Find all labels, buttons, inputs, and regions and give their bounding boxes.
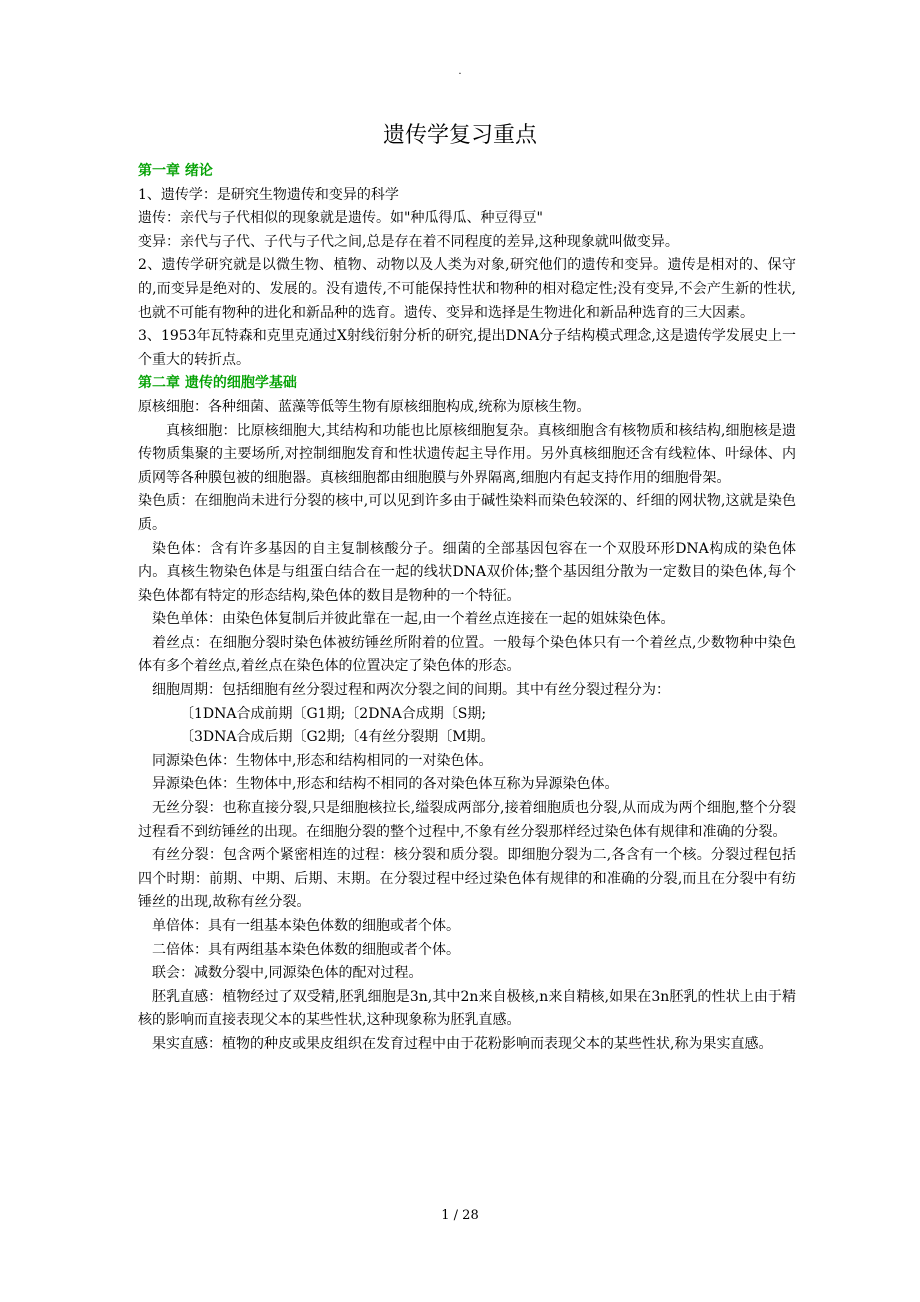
document-body xyxy=(138,160,796,1057)
body-paragraph: 染色体：含有许多基因的自主复制核酸分子。细菌的全部基因包容在一个双股环形DNA构成的染色体内。真核生物染色体是与组蛋白结合在一起的线状DNA双价体;整个基因组分散为一定数目的染色体,每个染色体都有特定的形态结构,染色体的数目是物种的一个特征。 xyxy=(138,540,796,604)
page-number: 1 / 28 xyxy=(441,1208,479,1223)
body-paragraph: 变异：亲代与子代、子代与子代之间,总是存在着不同程度的差异,这种现象就叫做变异。 xyxy=(138,233,679,250)
body-paragraph: 2、遗传学研究就是以微生物、植物、动物以及人类为对象,研究他们的遗传和变异。遗传是相对的、保守的,而变异是绝对的、发展的。没有遗传,不可能保持性状和物种的相对稳定性;没有变异,不会产生新的性状,也就不可能有物种的进化和新品种的选育。遗传、变异和选择是生物进化和新品种选育的三大因素。 xyxy=(138,257,796,321)
chapter-heading: 第一章 绪论 xyxy=(138,163,213,179)
body-paragraph: 无丝分裂：也称直接分裂,只是细胞核拉长,缢裂成两部分,接着细胞质也分裂,从而成为两个细胞,整个分裂过程看不到纺锤丝的出现。在细胞分裂的整个过程中,不象有丝分裂那样经过染色体有规律和准确的分裂。 xyxy=(138,800,796,840)
body-paragraph: 〔1DNA合成前期〔G1期;〔2DNA合成期〔S期; xyxy=(180,705,487,722)
body-paragraph: 二倍体：具有两组基本染色体数的细胞或者个体。 xyxy=(152,941,460,958)
chapter-heading: 第二章 遗传的细胞学基础 xyxy=(138,375,297,392)
body-paragraph: 原核细胞：各种细菌、蓝藻等低等生物有原核细胞构成,统称为原核生物。 xyxy=(138,398,591,415)
body-paragraph: 真核细胞：比原核细胞大,其结构和功能也比原核细胞复杂。真核细胞含有核物质和核结构,细胞核是遗传物质集聚的主要场所,对控制细胞发育和性状遗传起主导作用。另外真核细胞还含有线粒体、叶绿体、内质网等各种膜包被的细胞器。真核细胞都由细胞膜与外界隔离,细胞内有起支持作用的细胞骨架。 xyxy=(138,422,796,486)
document-title: 遗传学复习重点 xyxy=(382,123,537,148)
header-mark: . xyxy=(458,66,462,77)
body-paragraph: 细胞周期：包括细胞有丝分裂过程和两次分裂之间的间期。其中有丝分裂过程分为： xyxy=(152,682,670,699)
body-paragraph: 联会：减数分裂中,同源染色体的配对过程。 xyxy=(152,965,423,982)
body-paragraph: 着丝点：在细胞分裂时染色体被纺锤丝所附着的位置。一般每个染色体只有一个着丝点,少数物种中染色体有多个着丝点,着丝点在染色体的位置决定了染色体的形态。 xyxy=(138,634,796,675)
body-paragraph: 染色单体：由染色体复制后并彼此靠在一起,由一个着丝点连接在一起的姐妹染色体。 xyxy=(152,611,675,628)
body-paragraph: 1、遗传学：是研究生物遗传和变异的科学 xyxy=(138,186,399,203)
body-paragraph: 果实直感：植物的种皮或果皮组织在发育过程中由于花粉影响而表现父本的某些性状,称为果实直感。 xyxy=(152,1035,773,1052)
body-paragraph: 3、1953年瓦特森和克里克通过X射线衍射分析的研究,提出DNA分子结构模式理念,这是遗传学发展史上一个重大的转折点。 xyxy=(138,328,796,368)
body-paragraph: 单倍体：具有一组基本染色体数的细胞或者个体。 xyxy=(152,918,460,934)
body-paragraph: 〔3DNA合成后期〔G2期;〔4有丝分裂期〔M期。 xyxy=(180,729,495,746)
body-paragraph: 同源染色体：生物体中,形态和结构相同的一对染色体。 xyxy=(152,752,493,769)
body-paragraph: 染色质：在细胞尚未进行分裂的核中,可以见到许多由于碱性染料而染色较深的、纤细的网状物,这就是染色质。 xyxy=(138,493,796,533)
body-paragraph: 胚乳直感：植物经过了双受精,胚乳细胞是3n,其中2n来自极核,n来自精核,如果在3n胚乳的性状上由于精核的影响而直接表现父本的某些性状,这种现象称为胚乳直感。 xyxy=(138,988,796,1029)
body-paragraph: 有丝分裂：包含两个紧密相连的过程：核分裂和质分裂。即细胞分裂为二,各含有一个核。分裂过程包括四个时期：前期、中期、后期、末期。在分裂过程中经过染色体有规律的和准确的分裂,而且在分裂中有纺锤丝的出现,故称有丝分裂。 xyxy=(138,847,796,911)
body-paragraph: 遗传：亲代与子代相似的现象就是遗传。如"种瓜得瓜、种豆得豆" xyxy=(138,210,543,227)
body-paragraph: 异源染色体：生物体中,形态和结构不相同的各对染色体互称为异源染色体。 xyxy=(152,776,619,793)
